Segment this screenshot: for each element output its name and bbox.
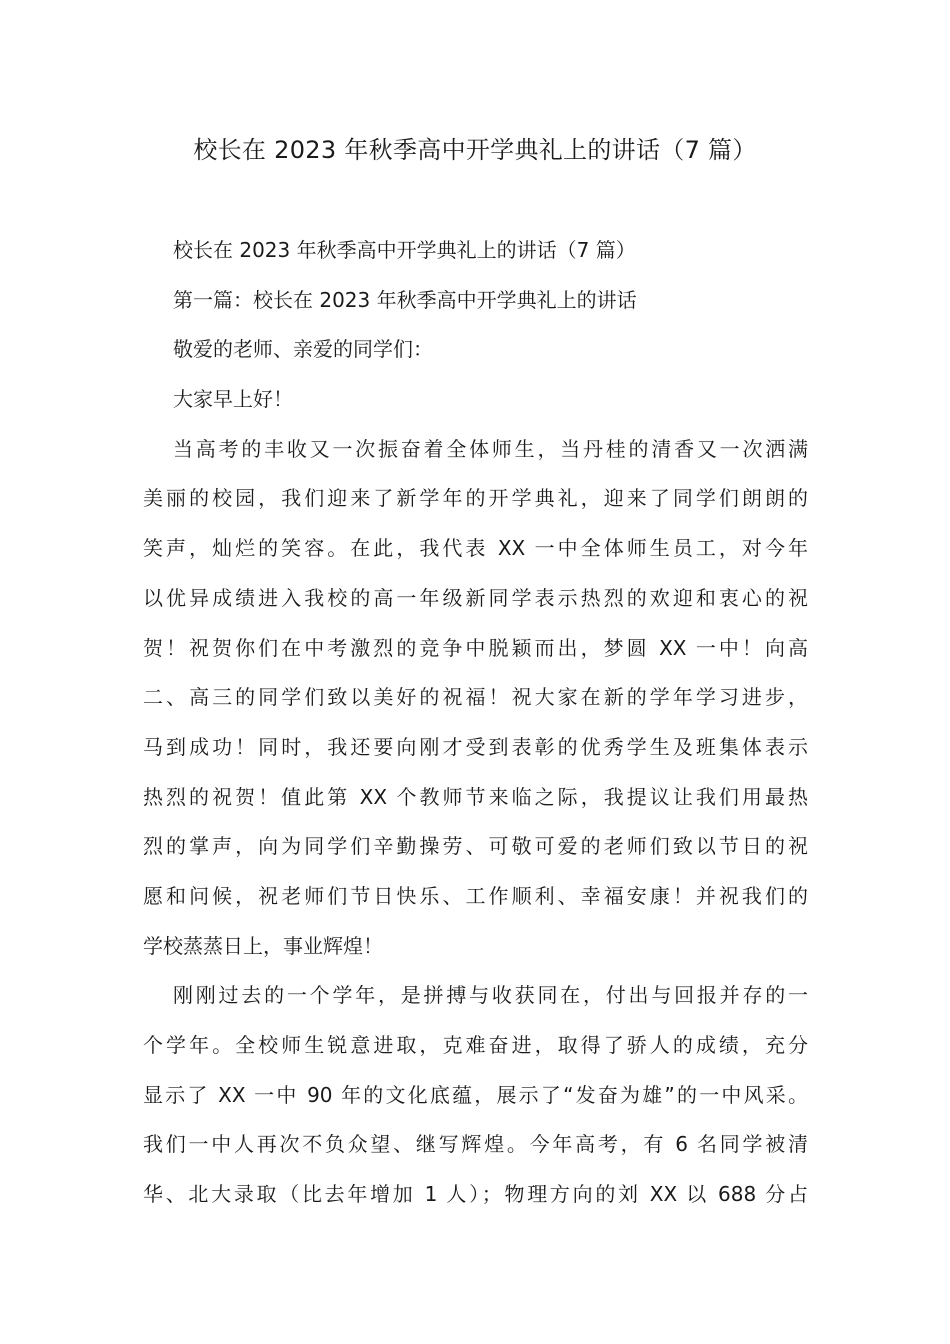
paragraph-line: 我们一中人再次不负众望、继写辉煌。今年高考，有 6 名同学被清 <box>143 1132 808 1157</box>
paragraph-line: 刚刚过去的一个学年，是拼搏与收获同在，付出与回报并存的一 <box>173 983 808 1008</box>
paragraph-line: 美丽的校园，我们迎来了新学年的开学典礼，迎来了同学们朗朗的 <box>143 486 808 511</box>
document-body <box>143 226 808 1220</box>
paragraph-line: 马到成功！同时，我还要向刚才受到表彰的优秀学生及班集体表示 <box>143 734 808 759</box>
paragraph-line: 烈的掌声，向为同学们辛勤操劳、可敬可爱的老师们致以节日的祝 <box>143 834 808 859</box>
paragraph-line: 华、北大录取（比去年增加 1 人）；物理方向的刘 XX 以 688 分占 <box>143 1182 808 1207</box>
paragraph-line: 笑声，灿烂的笑容。在此，我代表 XX 一中全体师生员工，对今年 <box>143 536 808 561</box>
paragraph-line: 热烈的祝贺！值此第 XX 个教师节来临之际，我提议让我们用最热 <box>143 784 808 809</box>
document-title: 校长在 2023 年秋季高中开学典礼上的讲话（7 篇） <box>193 136 757 164</box>
paragraph-line: 个学年。全校师生锐意进取，克难奋进，取得了骄人的成绩，充分 <box>143 1033 808 1057</box>
paragraph-line: 愿和问候，祝老师们节日快乐、工作顺利、幸福安康！并祝我们的 <box>143 883 808 908</box>
paragraph-line: 学校蒸蒸日上，事业辉煌！ <box>143 933 383 958</box>
paragraph-line: 二、高三的同学们致以美好的祝福！祝大家在新的学年学习进步， <box>143 685 808 710</box>
paragraph-line: 大家早上好！ <box>173 387 293 412</box>
paragraph-line: 以优异成绩进入我校的高一年级新同学表示热烈的欢迎和衷心的祝 <box>143 585 808 610</box>
paragraph-line: 校长在 2023 年秋季高中开学典礼上的讲话（7 篇） <box>173 238 636 262</box>
paragraph-line: 敬爱的老师、亲爱的同学们： <box>173 337 433 362</box>
paragraph-line: 显示了 XX 一中 90 年的文化底蕴，展示了“发奋为雄”的一中风采。 <box>143 1082 808 1107</box>
paragraph-line: 贺！祝贺你们在中考激烈的竞争中脱颖而出，梦圆 XX 一中！向高 <box>143 635 808 660</box>
paragraph-line: 第一篇：校长在 2023 年秋季高中开学典礼上的讲话 <box>173 287 637 312</box>
paragraph-line: 当高考的丰收又一次振奋着全体师生，当丹桂的清香又一次洒满 <box>173 436 808 461</box>
